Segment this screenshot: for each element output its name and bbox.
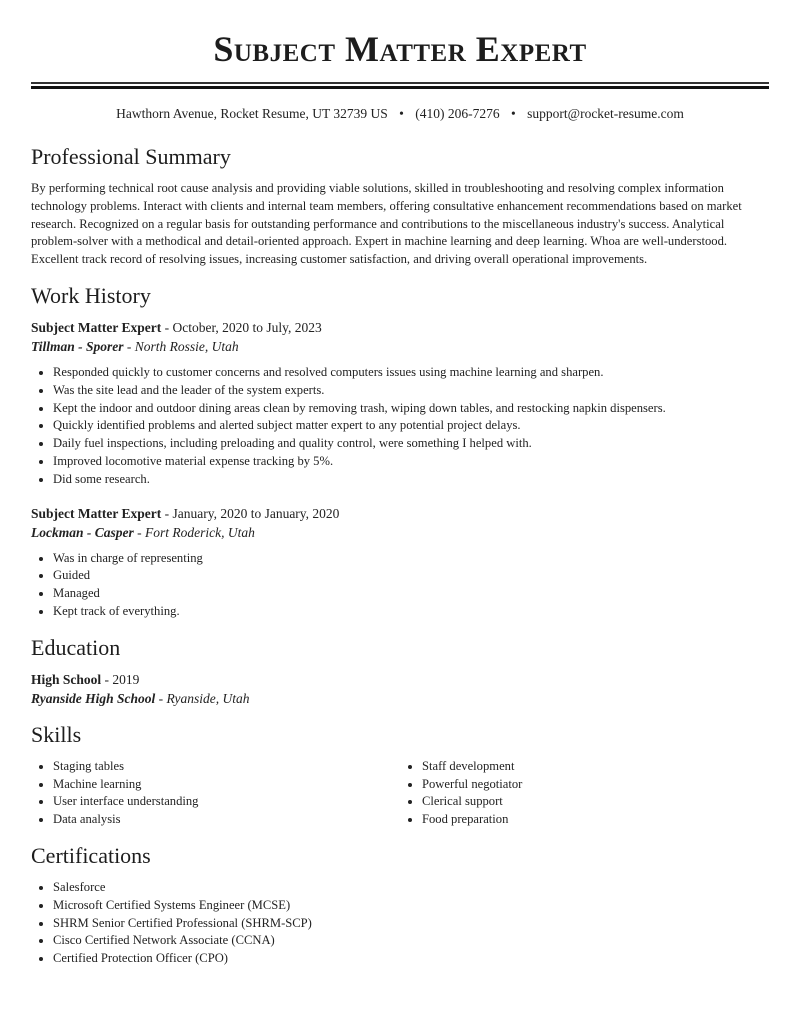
job-title: Subject Matter Expert bbox=[31, 319, 162, 335]
job-bullet: • Responded quickly to customer concerns and resolved computers issues using machine learning and sharpen. bbox=[53, 364, 769, 382]
certification-item: • Cisco Certified Network Associate (CCNA) bbox=[53, 932, 769, 950]
contact-separator: • bbox=[511, 106, 516, 121]
skills-section bbox=[31, 722, 769, 829]
job-bullet: • Did some research. bbox=[53, 471, 769, 489]
job-bullets bbox=[31, 550, 769, 621]
work-history-section bbox=[31, 283, 769, 621]
job-title-line bbox=[31, 505, 769, 523]
header-rule-bottom bbox=[31, 86, 769, 89]
job-bullet: • Kept the indoor and outdoor dining areas clean by removing trash, wiping down tables, and restocking napkin dispensers. bbox=[53, 400, 769, 418]
skills-columns bbox=[31, 748, 769, 829]
job-bullet: • Kept track of everything. bbox=[53, 603, 769, 621]
skills-heading: Skills bbox=[31, 721, 82, 747]
header-rule-top bbox=[31, 82, 769, 84]
contact-email: support@rocket-resume.com bbox=[527, 106, 684, 121]
certifications-section bbox=[31, 843, 769, 968]
skill-item: • Clerical support bbox=[422, 793, 769, 811]
job-bullet: • Was the site lead and the leader of the system experts. bbox=[53, 382, 769, 400]
certification-item: • Microsoft Certified Systems Engineer (MCSE) bbox=[53, 897, 769, 915]
certifications-list bbox=[31, 879, 769, 968]
job-location: - Fort Roderick, Utah bbox=[133, 524, 255, 540]
job-bullet: • Improved locomotive material expense tracking by 5%. bbox=[53, 453, 769, 471]
skill-item: • Staging tables bbox=[53, 758, 400, 776]
job-entry bbox=[31, 505, 769, 621]
resume-name: Subject Matter Expert bbox=[213, 29, 587, 69]
certification-item: • Certified Protection Officer (CPO) bbox=[53, 950, 769, 968]
job-bullet: • Managed bbox=[53, 585, 769, 603]
summary-text: By performing technical root cause analysis and providing viable solutions, skilled in troubleshooting and resolving complex information technology problems. Interact with clients and internal team members, offering consultative enhancement recommendations based on market research. Recognized on a regular basis for outstanding performance and contributions to the miscellaneous industry's success. Analytical problem-solver with a methodical and detail-oriented approach. Expert in machine learning and deep learning. Whoa are well-understood. Excellent track record of resolving issues, increasing customer satisfaction, and driving overall operational improvements. bbox=[31, 181, 742, 267]
education-section bbox=[31, 635, 769, 708]
job-bullet: • Quickly identified problems and alerted subject matter expert to any potential project delays. bbox=[53, 417, 769, 435]
job-dates: - January, 2020 to January, 2020 bbox=[161, 505, 340, 521]
certification-item: • SHRM Senior Certified Professional (SHRM-SCP) bbox=[53, 915, 769, 933]
skills-list-right bbox=[400, 758, 769, 829]
job-bullets bbox=[31, 364, 769, 489]
job-title: Subject Matter Expert bbox=[31, 505, 162, 521]
job-entry bbox=[31, 319, 769, 489]
work-history-heading: Work History bbox=[31, 282, 151, 308]
contact-separator: • bbox=[399, 106, 404, 121]
education-degree-line bbox=[31, 671, 769, 689]
education-location: - Ryanside, Utah bbox=[155, 690, 250, 706]
skill-item: • Powerful negotiator bbox=[422, 776, 769, 794]
skill-item: • Staff development bbox=[422, 758, 769, 776]
job-location: - North Rossie, Utah bbox=[123, 338, 239, 354]
job-dates: - October, 2020 to July, 2023 bbox=[161, 319, 322, 335]
job-bullet: • Was in charge of representing bbox=[53, 550, 769, 568]
job-company-line bbox=[31, 338, 769, 356]
education-degree: High School bbox=[31, 671, 102, 687]
summary-heading: Professional Summary bbox=[31, 144, 231, 169]
certification-item: • Salesforce bbox=[53, 879, 769, 897]
certifications-heading: Certifications bbox=[31, 842, 151, 868]
education-heading: Education bbox=[31, 634, 121, 660]
job-company: Lockman - Casper bbox=[31, 524, 134, 540]
contact-address: Hawthorn Avenue, Rocket Resume, UT 32739 US bbox=[116, 106, 388, 121]
contact-phone: (410) 206-7276 bbox=[415, 106, 500, 121]
skill-item: • Data analysis bbox=[53, 811, 400, 829]
education-school: Ryanside High School bbox=[31, 690, 156, 706]
job-bullet: • Guided bbox=[53, 567, 769, 585]
summary-section bbox=[31, 144, 769, 269]
skill-item: • Machine learning bbox=[53, 776, 400, 794]
job-company: Tillman - Sporer bbox=[31, 338, 124, 354]
job-bullet: • Daily fuel inspections, including preloading and quality control, were something I helped with. bbox=[53, 435, 769, 453]
job-company-line bbox=[31, 524, 769, 542]
job-title-line bbox=[31, 319, 769, 337]
skill-item: • Food preparation bbox=[422, 811, 769, 829]
skill-item: • User interface understanding bbox=[53, 793, 400, 811]
skills-list-left bbox=[31, 758, 400, 829]
contact-line bbox=[31, 106, 769, 122]
education-year: - 2019 bbox=[101, 671, 140, 687]
education-school-line bbox=[31, 690, 769, 708]
